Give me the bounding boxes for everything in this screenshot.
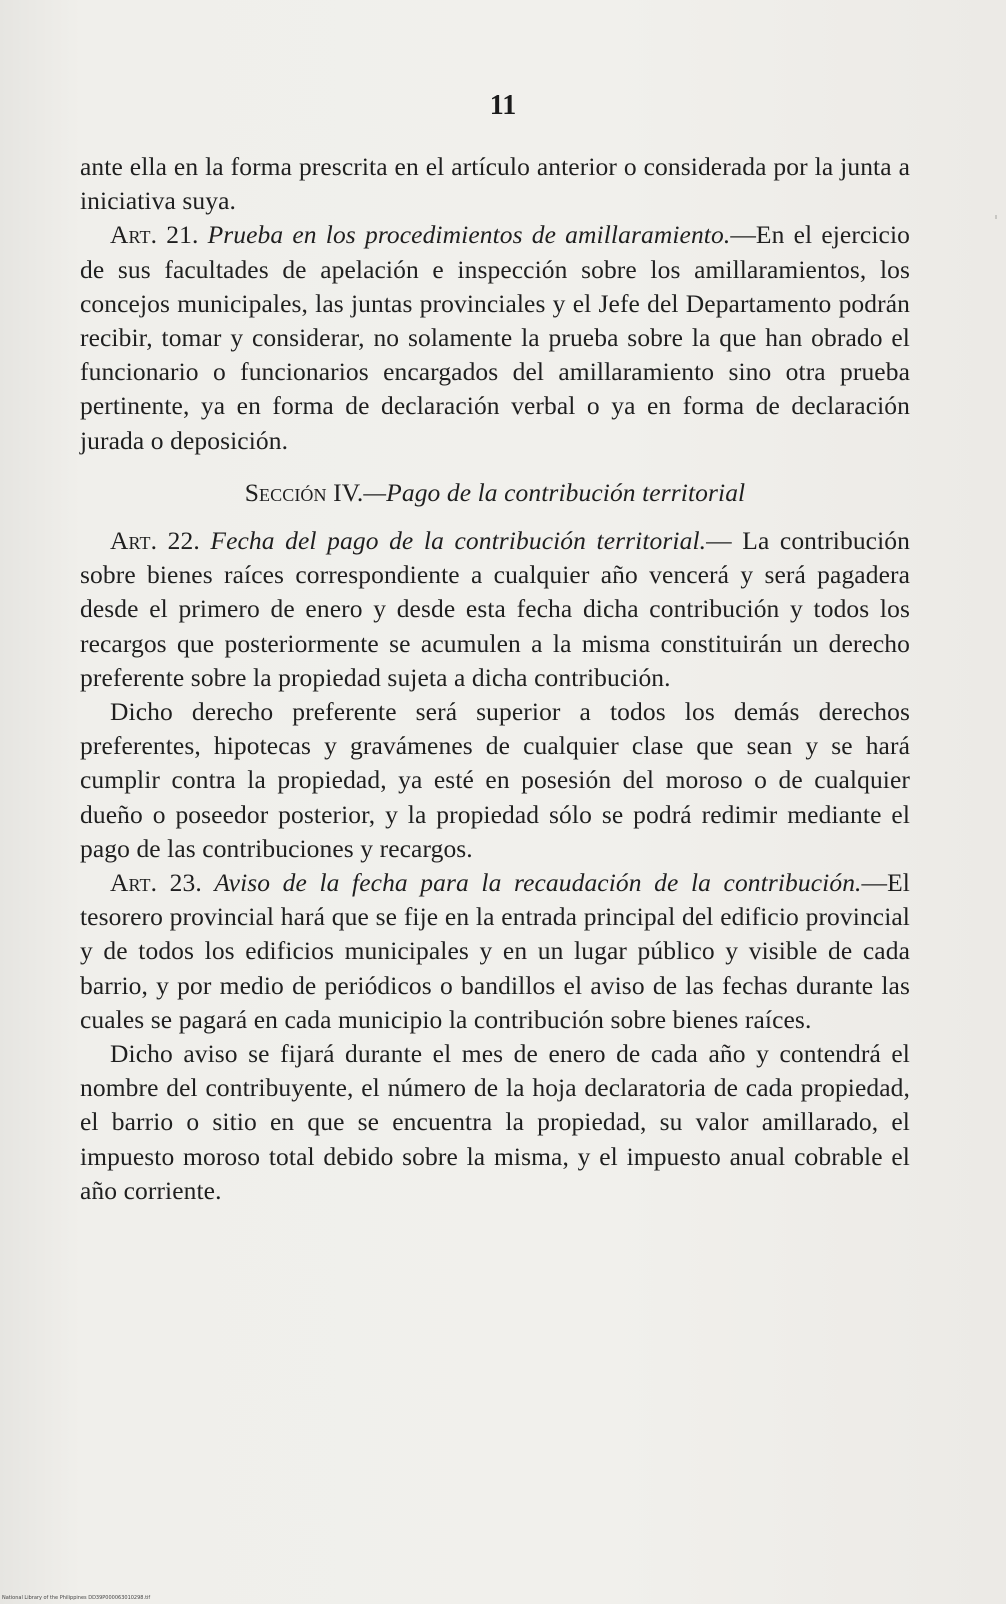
article-23 [80, 866, 910, 1037]
article-title: Fecha del pago de la contribución territorial. [210, 526, 707, 556]
paragraph-continuation: ante ella en la forma prescrita en el artículo anterior o considerada por la junta a iniciativa suya. [80, 152, 910, 216]
section-label: Sección IV. [244, 477, 364, 507]
article-title: Prueba en los procedimientos de amillaramiento. [207, 220, 731, 250]
article-label: Art. 23. [110, 868, 202, 898]
section-title: —Pago de la contribución territorial [363, 477, 746, 507]
scan-footer: National Library of the Philippines DD39P000063010298.tif [2, 1595, 151, 1601]
section-heading [80, 476, 910, 510]
paragraph: Dicho derecho preferente será superior a todos los demás derechos preferentes, hipotecas y gravámenes de cualquier clase que sean y se hará cumplir contra la propiedad, ya esté en posesión del moroso o de cualquier dueño o poseedor posterior, y la propiedad sólo se podrá redimir mediante el pago de las contribuciones y recargos. [80, 697, 910, 863]
article-label: Art. 22. [110, 526, 200, 556]
article-title: Aviso de la fecha para la recaudación de la contribución. [214, 868, 862, 898]
article-body: —En el ejercicio de sus facultades de apelación e inspección sobre los amillaramientos, los concejos municipales, las juntas provinciales y el Jefe del Departamento podrán recibir, tomar y considerar, no solamente la prueba sobre la que han obrado el funcionario o funcionarios encargados del amillaramiento sino otra prueba pertinente, ya en forma de declaración verbal o ya en forma de declaración jurada o deposición. [80, 220, 910, 455]
article-21 [80, 218, 910, 457]
scan-speck [995, 215, 997, 219]
article-body: —El tesorero provincial hará que se fije en la entrada principal del edificio provincial y de todos los edificios municipales y en un lugar público y visible de cada barrio, y por medio de periódicos o bandillos el aviso de las fechas durante las cuales se pagará en cada municipio la contribución sobre bienes raíces. [80, 868, 910, 1034]
paragraph: Dicho aviso se fijará durante el mes de enero de cada año y contendrá el nombre del contribuyente, el número de la hoja declaratoria de cada propiedad, el barrio o sitio en que se encuentra la propiedad, su valor amillarado, el impuesto moroso total debido sobre la misma, y el impuesto anual cobrable el año corriente. [80, 1039, 910, 1205]
body-text [80, 150, 910, 1208]
article-22 [80, 524, 910, 695]
article-body: — La contribución sobre bienes raíces correspondiente a cualquier año vencerá y será pagadera desde el primero de enero y desde esta fecha dicha contribución y todos los recargos que posteriormente se acumulen a la misma constituirán un derecho preferente sobre la propiedad sujeta a dicha contribución. [80, 526, 910, 692]
article-label: Art. 21. [110, 220, 199, 250]
page-number: 11 [489, 90, 517, 121]
